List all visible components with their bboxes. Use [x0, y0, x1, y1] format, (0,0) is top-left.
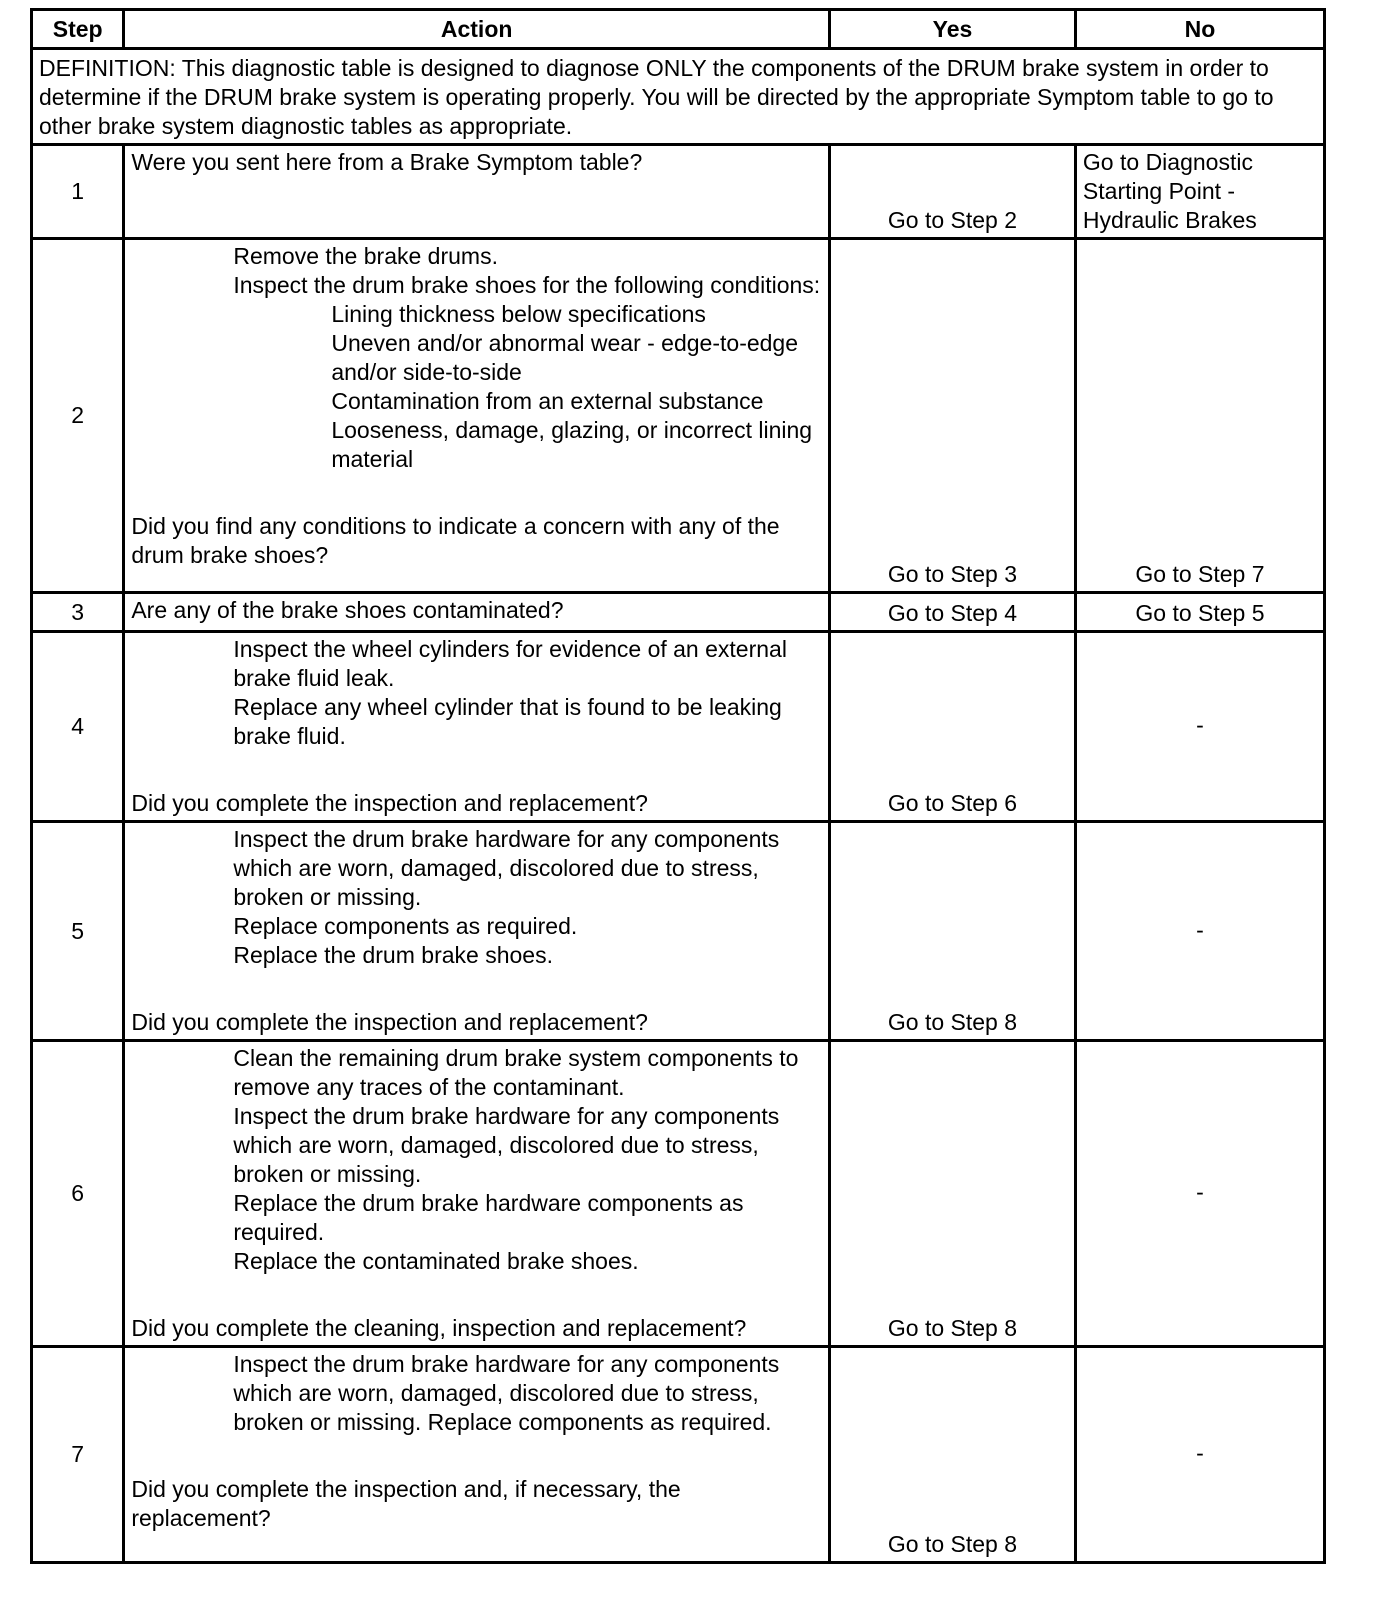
action-question: Did you complete the inspection and, if necessary, the replacement?: [131, 1476, 681, 1531]
condition-item: Uneven and/or abnormal wear - edge-to-edge and/or side-to-side: [331, 330, 799, 385]
yes-outcome: Go to Step 4: [829, 593, 1075, 632]
no-outcome: -: [1075, 1347, 1324, 1563]
action-question: Are any of the brake shoes contaminated?: [124, 593, 830, 632]
table-row: [32, 822, 1325, 1041]
diagnostic-table: [30, 8, 1326, 1564]
yes-outcome: Go to Step 6: [829, 632, 1075, 822]
table-row: [32, 239, 1325, 593]
step-number: 6: [32, 1041, 124, 1347]
header-row: [32, 10, 1325, 49]
action-cell: [124, 822, 830, 1041]
action-question: Did you complete the inspection and replacement?: [131, 1009, 648, 1035]
instruction: Inspect the drum brake hardware for any components which are worn, damaged, discolored due to stress, broken or missing. Replace components as required.: [233, 1351, 780, 1435]
instruction: Replace any wheel cylinder that is found to be leaking brake fluid.: [233, 694, 782, 749]
no-outcome: -: [1075, 822, 1324, 1041]
action-cell: [124, 239, 830, 593]
condition-item: Looseness, damage, glazing, or incorrect lining material: [331, 417, 813, 472]
instruction: Inspect the drum brake hardware for any components which are worn, damaged, discolored due to stress, broken or missing.: [233, 826, 780, 910]
instruction: Replace the drum brake hardware components as required.: [233, 1190, 744, 1245]
definition-text: DEFINITION: This diagnostic table is designed to diagnose ONLY the components of the DRUM brake system in order to determine if the DRUM brake system is operating properly. You will be directed by the appropriate Symptom table to go to other brake system diagnostic tables as appropriate.: [32, 49, 1325, 145]
table-row: [32, 632, 1325, 822]
no-outcome: -: [1075, 1041, 1324, 1347]
instruction: Inspect the wheel cylinders for evidence of an external brake fluid leak.: [233, 636, 787, 691]
no-outcome: Go to Step 5: [1075, 593, 1324, 632]
definition-row: [32, 49, 1325, 145]
action-question: Were you sent here from a Brake Symptom table?: [124, 145, 830, 239]
action-question: Did you complete the inspection and replacement?: [131, 790, 648, 816]
step-number: 5: [32, 822, 124, 1041]
no-outcome: Go to Diagnostic Starting Point - Hydraulic Brakes: [1075, 145, 1324, 239]
condition-item: Lining thickness below specifications: [331, 301, 706, 327]
instruction: Remove the brake drums.: [233, 243, 498, 269]
action-cell: [124, 1347, 830, 1563]
yes-outcome: Go to Step 3: [829, 239, 1075, 593]
header-yes: Yes: [829, 10, 1075, 49]
step-number: 7: [32, 1347, 124, 1563]
step-number: 1: [32, 145, 124, 239]
header-no: No: [1075, 10, 1324, 49]
action-question: Did you complete the cleaning, inspection and replacement?: [131, 1315, 747, 1341]
yes-outcome: Go to Step 8: [829, 1347, 1075, 1563]
instruction: Replace the drum brake shoes.: [233, 942, 553, 968]
table-row: [32, 593, 1325, 632]
action-question: Did you find any conditions to indicate a concern with any of the drum brake shoes?: [131, 513, 780, 568]
table-row: [32, 1041, 1325, 1347]
instruction: Replace components as required.: [233, 913, 578, 939]
action-cell: [124, 632, 830, 822]
step-number: 3: [32, 593, 124, 632]
instruction: Inspect the drum brake shoes for the following conditions:: [233, 272, 821, 298]
action-cell: [124, 1041, 830, 1347]
instruction: Replace the contaminated brake shoes.: [233, 1248, 639, 1274]
header-action: Action: [124, 10, 830, 49]
step-number: 2: [32, 239, 124, 593]
yes-outcome: Go to Step 8: [829, 1041, 1075, 1347]
header-step: Step: [32, 10, 124, 49]
yes-outcome: Go to Step 8: [829, 822, 1075, 1041]
table-row: [32, 1347, 1325, 1563]
table-row: [32, 145, 1325, 239]
instruction: Clean the remaining drum brake system components to remove any traces of the contaminant.: [233, 1045, 799, 1100]
yes-outcome: Go to Step 2: [829, 145, 1075, 239]
condition-item: Contamination from an external substance: [331, 388, 764, 414]
no-outcome: -: [1075, 632, 1324, 822]
no-outcome: Go to Step 7: [1075, 239, 1324, 593]
step-number: 4: [32, 632, 124, 822]
instruction: Inspect the drum brake hardware for any components which are worn, damaged, discolored due to stress, broken or missing.: [233, 1103, 780, 1187]
